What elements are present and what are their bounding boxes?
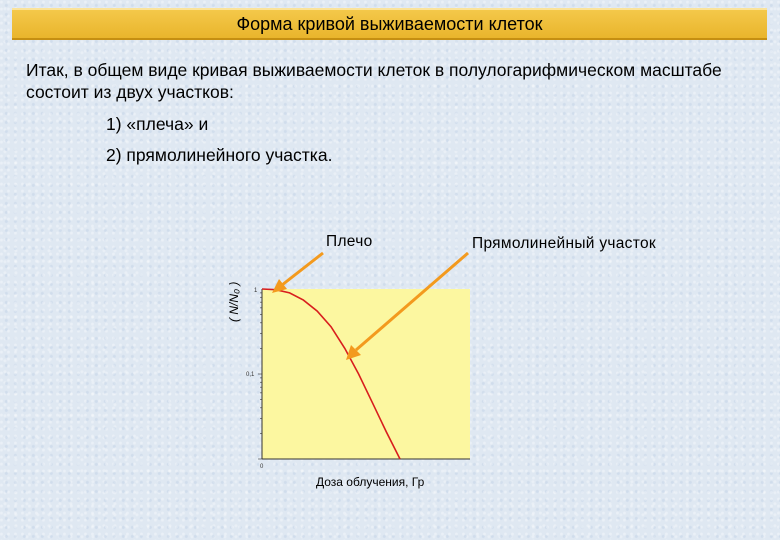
list-item-linear: 2) прямолинейного участка. bbox=[106, 145, 333, 165]
annotation-shoulder: Плечо bbox=[326, 233, 373, 250]
arrow-linear bbox=[346, 253, 468, 360]
y-tick-label-0-1: 0,1 bbox=[246, 372, 255, 378]
intro-paragraph: Итак, в общем виде кривая выживаемости клеток в полулогарифмическом масштабе состоит из двух участков: bbox=[26, 60, 722, 102]
survival-curve bbox=[262, 289, 400, 459]
x-tick-label-0: 0 bbox=[260, 464, 264, 470]
list-item-shoulder: 1) «плеча» и bbox=[106, 114, 209, 134]
annotation-linear: Прямолинейный участок bbox=[472, 235, 656, 252]
arrow-shoulder bbox=[272, 253, 323, 293]
y-tick-label-1: 1 bbox=[254, 288, 258, 294]
y-axis-ticks bbox=[258, 293, 262, 459]
slide-title: Форма кривой выживаемости клеток bbox=[236, 13, 543, 34]
y-axis-label: ( N/N₀ ) bbox=[227, 281, 241, 322]
x-axis-label: Доза облучения, Гр bbox=[316, 475, 425, 489]
